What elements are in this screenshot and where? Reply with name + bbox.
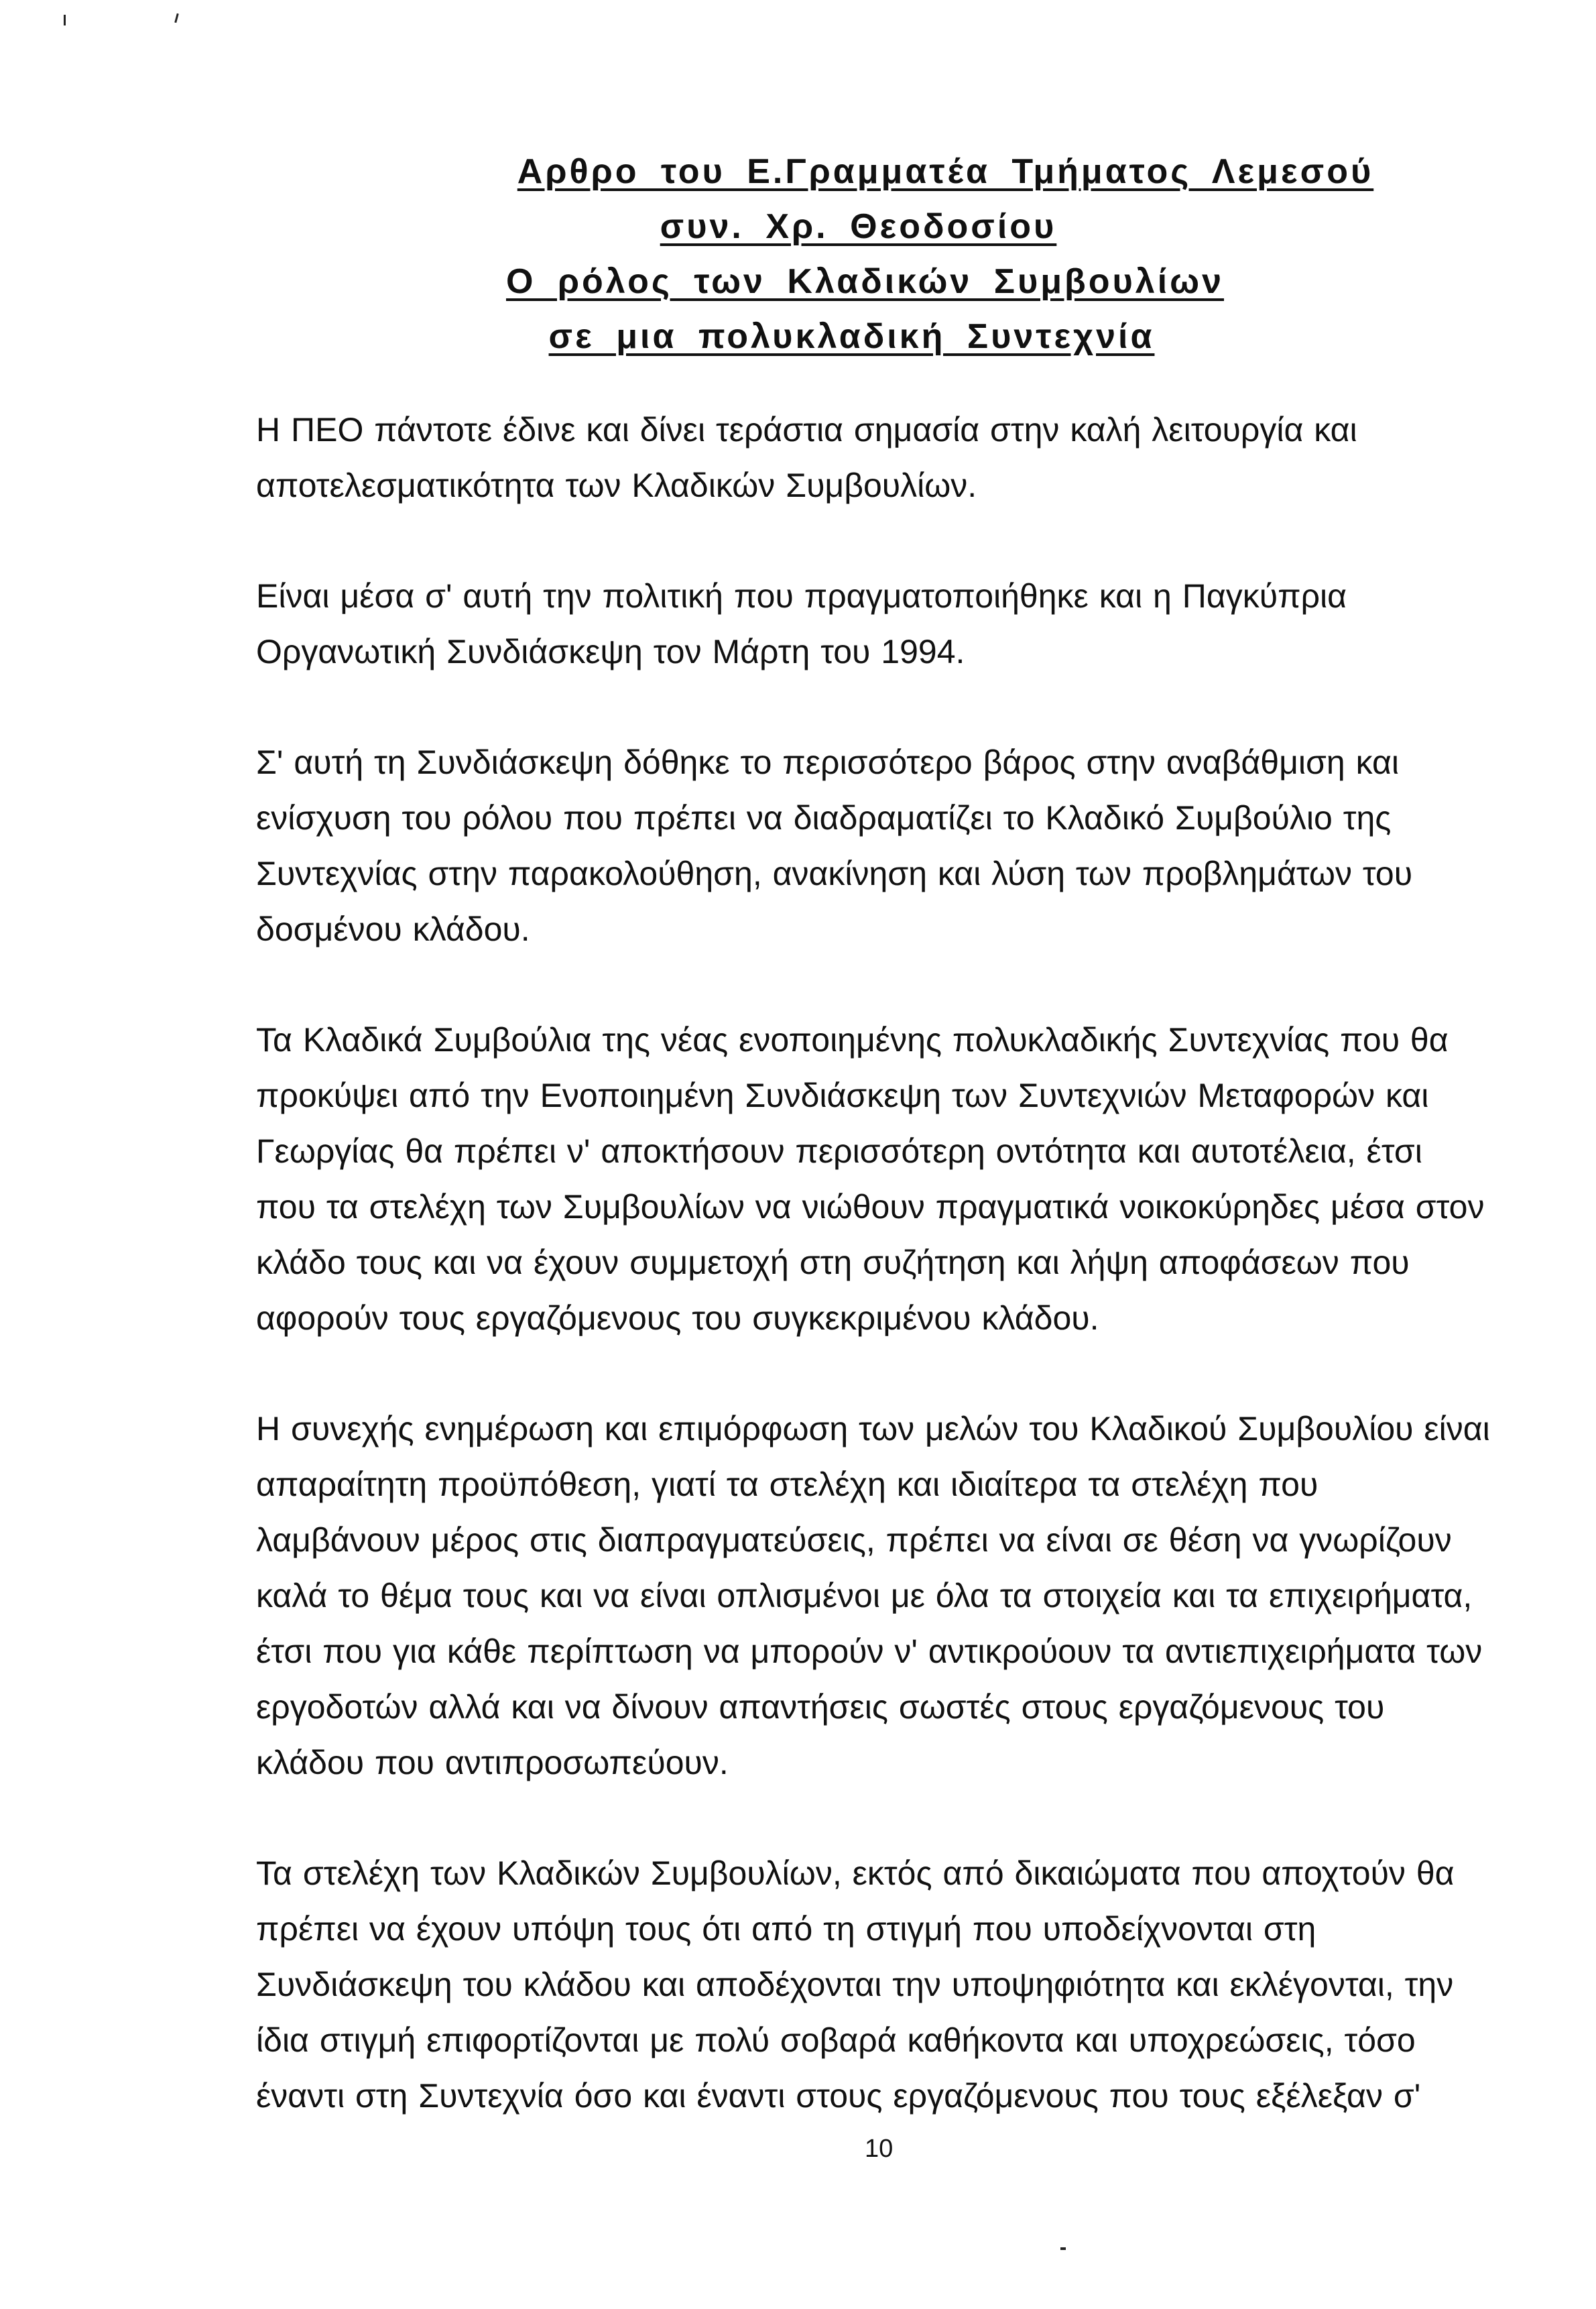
text-line: Συνδιάσκεψη του κλάδου και αποδέχονται την υποψηφιότητα και εκλέγονται, την [256, 1966, 1454, 2003]
scan-speck [64, 15, 66, 25]
text-line: προκύψει από την Ενοποιημένη Συνδιάσκεψη των Συντεχνιών Μεταφορών και [256, 1077, 1429, 1114]
scan-speck [174, 13, 179, 23]
text-line: έτσι που για κάθε περίπτωση να μπορούν ν' αντικρούουν τα αντιεπιχειρήματα των [256, 1633, 1483, 1670]
text-line: λαμβάνουν μέρος στις διαπραγματεύσεις, πρέπει να είναι σε θέση να γνωρίζουν [256, 1521, 1452, 1559]
text-line: Σ' αυτή τη Συνδιάσκεψη δόθηκε το περισσότερο βάρος στην αναβάθμιση και [256, 744, 1399, 781]
text-line: Συντεχνίας στην παρακολούθηση, ανακίνηση και λύση των προβλημάτων του [256, 855, 1413, 892]
scan-speck [1060, 2247, 1066, 2250]
article-body [256, 402, 1516, 2179]
text-line: Η ΠΕΟ πάντοτε έδινε και δίνει τεράστια σημασία στην καλή λειτουργία και [256, 411, 1357, 449]
text-line: αποτελεσματικότητα των Κλαδικών Συμβουλίων. [256, 467, 977, 504]
text-line: Η συνεχής ενημέρωση και επιμόρφωση των μελών του Κλαδικού Συμβουλίου είναι [256, 1410, 1490, 1447]
article-author: συν. Χρ. Θεοδοσίου [660, 207, 1057, 246]
paragraph [256, 1401, 1516, 1791]
text-line: που τα στελέχη των Συμβουλίων να νιώθουν πραγματικά νοικοκύρηδες μέσα στον [256, 1188, 1485, 1226]
text-line: Γεωργίας θα πρέπει ν' αποκτήσουν περισσότερη οντότητα και αυτοτέλεια, έτσι [256, 1132, 1422, 1170]
text-line: Είναι μέσα σ' αυτή την πολιτική που πραγματοποιήθηκε και η Παγκύπρια [256, 577, 1347, 615]
text-line: Τα Κλαδικά Συμβούλια της νέας ενοποιημένης πολυκλαδικής Συντεχνίας που θα [256, 1021, 1449, 1059]
text-line: πρέπει να έχουν υπόψη τους ότι από τη στιγμή που υποδείχνονται στη [256, 1910, 1316, 1948]
text-line: ενίσχυση του ρόλου που πρέπει να διαδραματίζει το Κλαδικό Συμβούλιο της [256, 799, 1392, 837]
article-title-line-2: Ο ρόλος των Κλαδικών Συμβουλίων [505, 262, 1225, 301]
paragraph [256, 1846, 1516, 2124]
page-number: 10 [865, 2135, 894, 2163]
article-title-line-1: Αρθρο του Ε.Γραμματέα Τμήματος Λεμεσού [517, 152, 1374, 191]
text-line: έναντι στη Συντεχνία όσο και έναντι στους εργαζόμενους που τους εξέλεξαν σ' [256, 2077, 1421, 2115]
paragraph [256, 735, 1516, 957]
text-line: κλάδο τους και να έχουν συμμετοχή στη συζήτηση και λήψη αποφάσεων που [256, 1244, 1410, 1281]
text-line: ίδια στιγμή επιφορτίζονται με πολύ σοβαρά καθήκοντα και υποχρεώσεις, τόσο [256, 2021, 1416, 2059]
paragraph [256, 569, 1516, 680]
text-line: αφορούν τους εργαζόμενους του συγκεκριμένου κλάδου. [256, 1299, 1099, 1337]
text-line: δοσμένου κλάδου. [256, 910, 530, 948]
text-line: εργοδοτών αλλά και να δίνουν απαντήσεις σωστές στους εργαζόμενους του [256, 1688, 1385, 1726]
text-line: κλάδου που αντιπροσωπεύουν. [256, 1744, 729, 1781]
paragraph [256, 1012, 1516, 1346]
text-line: Οργανωτική Συνδιάσκεψη τον Μάρτη του 1994. [256, 633, 965, 670]
text-line: Τα στελέχη των Κλαδικών Συμβουλίων, εκτός από δικαιώματα που αποχτούν θα [256, 1854, 1455, 1892]
text-line: απαραίτητη προϋπόθεση, γιατί τα στελέχη και ιδιαίτερα τα στελέχη που [256, 1466, 1318, 1503]
article-title-line-3: σε μια πολυκλαδική Συντεχνία [548, 317, 1155, 356]
paragraph [256, 402, 1516, 514]
article-header [0, 144, 1596, 364]
text-line: καλά το θέμα τους και να είναι οπλισμένοι με όλα τα στοιχεία και τα επιχειρήματα, [256, 1577, 1473, 1614]
